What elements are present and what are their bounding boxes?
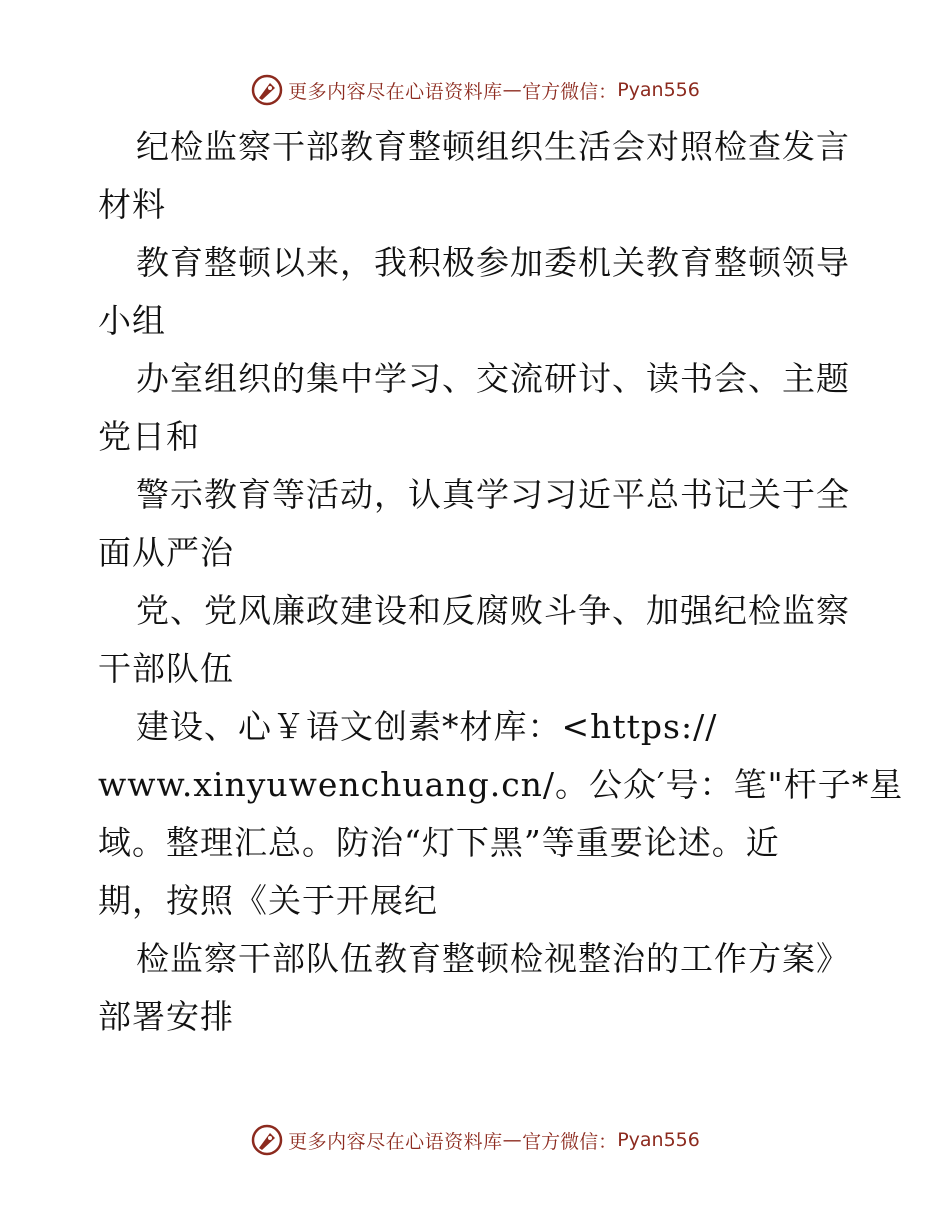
paragraph-line: 期，按照《关于开展纪: [98, 881, 438, 920]
footer-banner: [0, 1122, 950, 1158]
paragraph-line: 教育整顿以来，我积极参加委机关教育整顿领导: [136, 243, 850, 282]
footer-wechat-label: 官方微信：: [522, 1130, 618, 1153]
header-banner: [0, 72, 950, 108]
header-banner-dash: —: [502, 79, 523, 101]
document-title-line-continued: 材料: [98, 185, 166, 224]
header-banner-text: 更多内容尽在心语资料库: [288, 80, 503, 103]
footer-banner-text: 更多内容尽在心语资料库: [288, 1130, 503, 1153]
paragraph-line: 干部队伍: [98, 649, 234, 688]
paragraph-line-url: www.xinyuwenchuang.cn/。公众′号：笔"杆子*星: [98, 765, 904, 804]
paragraph-line: 检监察干部队伍教育整顿检视整治的工作方案》: [136, 939, 850, 978]
document-body: [98, 118, 904, 1046]
paragraph-line: 党、党风廉政建设和反腐败斗争、加强纪检监察: [136, 591, 850, 630]
document-title-line: 纪检监察干部教育整顿组织生活会对照检查发言: [136, 127, 850, 166]
paragraph-line: 办室组织的集中学习、交流研讨、读书会、主题: [136, 359, 850, 398]
paragraph-line: 域。整理汇总。防治“灯下黑”等重要论述。近: [98, 823, 780, 862]
paragraph-line: 建设、心￥语文创素*材库：<https://: [136, 707, 718, 746]
pen-tip-logo-icon: [250, 1123, 284, 1157]
paragraph-line: 面从严治: [98, 533, 234, 572]
footer-wechat-id: Pyan556: [617, 1129, 700, 1151]
footer-banner-dash: —: [502, 1129, 523, 1151]
header-wechat-id: Pyan556: [617, 79, 700, 101]
paragraph-line: 部署安排: [98, 997, 234, 1036]
pen-tip-logo-icon: [250, 73, 284, 107]
paragraph-line: 警示教育等活动，认真学习习近平总书记关于全: [136, 475, 850, 514]
paragraph-line: 小组: [98, 301, 166, 340]
paragraph-line: 党日和: [98, 417, 200, 456]
header-wechat-label: 官方微信：: [522, 80, 618, 103]
